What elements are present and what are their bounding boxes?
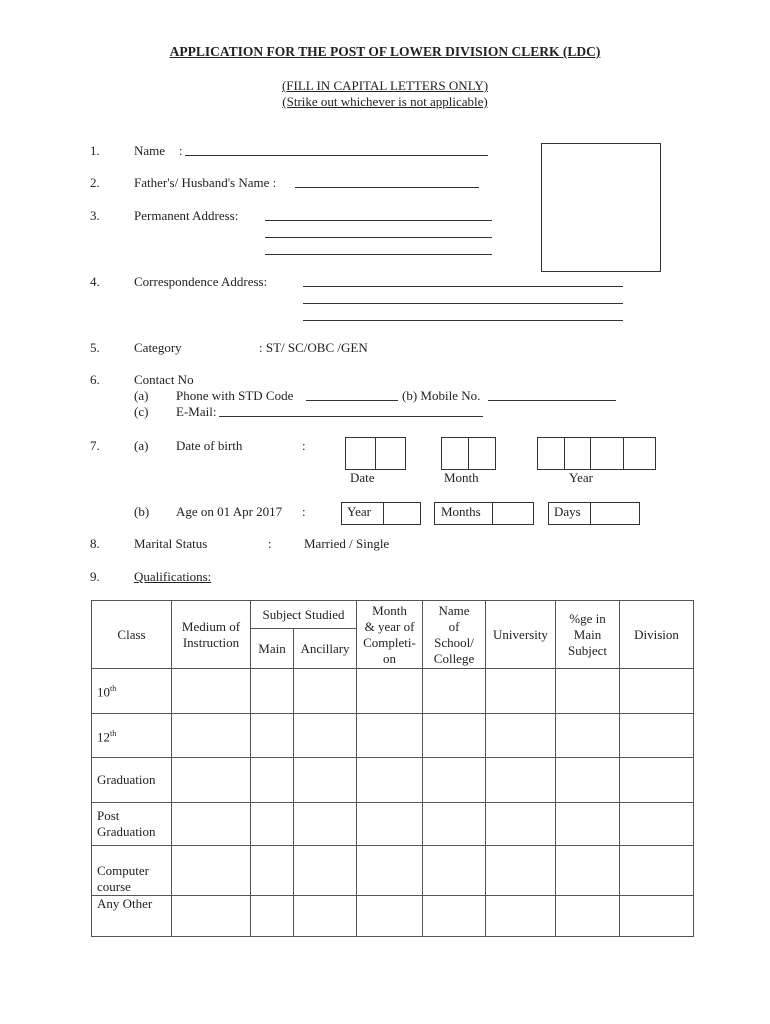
cell[interactable] [357, 846, 423, 896]
header-ancillary: Ancillary [294, 629, 357, 669]
name-colon: : [179, 143, 183, 158]
marital-options[interactable]: Married / Single [304, 536, 390, 551]
cell[interactable] [294, 714, 357, 758]
item-number-5: 5. [90, 340, 100, 355]
dob-colon: : [302, 438, 306, 453]
row-label-computer-course: Computer course [92, 846, 172, 896]
cell[interactable] [620, 846, 694, 896]
dob-year-divider-1 [564, 437, 565, 470]
photo-box[interactable] [541, 143, 661, 272]
header-university: University [486, 601, 556, 669]
cell[interactable] [556, 803, 620, 846]
form-title: APPLICATION FOR THE POST OF LOWER DIVISION CLERK (LDC) [169, 44, 601, 59]
cell[interactable] [423, 758, 486, 803]
item-number-4: 4. [90, 274, 100, 289]
cell[interactable] [357, 714, 423, 758]
item-number-7: 7. [90, 438, 100, 453]
cell[interactable] [620, 896, 694, 937]
cell[interactable] [620, 714, 694, 758]
cell[interactable] [172, 758, 251, 803]
table-row-10th [92, 669, 694, 714]
age-months-caption: Months [441, 504, 481, 519]
dob-date-caption: Date [350, 470, 375, 485]
cell[interactable] [620, 758, 694, 803]
cell[interactable] [423, 896, 486, 937]
cell[interactable] [556, 896, 620, 937]
permanent-address-line-1[interactable] [265, 220, 492, 221]
item-number-3: 3. [90, 208, 100, 223]
table-row-any-other [92, 896, 694, 937]
permanent-address-label: Permanent Address: [134, 208, 239, 223]
cell[interactable] [556, 714, 620, 758]
qualifications-table [91, 600, 694, 937]
dob-month-caption: Month [444, 470, 479, 485]
row-label-12th: 12th [92, 714, 172, 758]
cell[interactable] [556, 758, 620, 803]
phone-marker: (a) [134, 388, 149, 403]
name-input-line[interactable] [185, 155, 488, 156]
dob-year-divider-2 [590, 437, 591, 470]
age-days-divider [590, 502, 591, 525]
cell[interactable] [294, 758, 357, 803]
cell[interactable] [357, 896, 423, 937]
age-year-divider [383, 502, 384, 525]
table-row-computer-course [92, 846, 694, 896]
cell[interactable] [423, 803, 486, 846]
header-school-college: Name of School/ College [423, 601, 486, 669]
capital-letters-instruction: (FILL IN CAPITAL LETTERS ONLY) [281, 78, 489, 93]
cell[interactable] [556, 669, 620, 714]
cell[interactable] [486, 846, 556, 896]
row-label-graduation: Graduation [92, 758, 172, 803]
qualifications-label: Qualifications: [134, 569, 212, 584]
correspondence-address-line-1[interactable] [303, 286, 623, 287]
cell[interactable] [423, 846, 486, 896]
table-row-12th [92, 714, 694, 758]
cell[interactable] [486, 714, 556, 758]
dob-label: Date of birth [176, 438, 243, 453]
father-name-input-line[interactable] [295, 187, 479, 188]
cell[interactable] [294, 846, 357, 896]
cell[interactable] [172, 896, 251, 937]
cell[interactable] [172, 803, 251, 846]
cell[interactable] [172, 846, 251, 896]
cell[interactable] [172, 714, 251, 758]
age-year-caption: Year [347, 504, 371, 519]
header-subject-studied: Subject Studied [251, 601, 357, 629]
cell[interactable] [294, 803, 357, 846]
cell[interactable] [251, 714, 294, 758]
contact-label: Contact No [134, 372, 194, 387]
cell[interactable] [251, 803, 294, 846]
header-class: Class [92, 601, 172, 669]
correspondence-address-label: Correspondence Address: [134, 274, 268, 289]
cell[interactable] [294, 896, 357, 937]
cell[interactable] [357, 758, 423, 803]
age-label: Age on 01 Apr 2017 [176, 504, 283, 519]
correspondence-address-line-3[interactable] [303, 320, 623, 321]
age-days-caption: Days [554, 504, 581, 519]
cell[interactable] [251, 669, 294, 714]
dob-marker: (a) [134, 438, 149, 453]
dob-date-divider [375, 437, 376, 470]
header-percentage: %ge in Main Subject [556, 601, 620, 669]
table-row-graduation [92, 758, 694, 803]
phone-input-line[interactable] [306, 400, 398, 401]
email-label: E-Mail: [176, 404, 217, 419]
dob-month-divider [468, 437, 469, 470]
dob-year-divider-3 [623, 437, 624, 470]
age-colon: : [302, 504, 306, 519]
cell[interactable] [486, 803, 556, 846]
item-number-9: 9. [90, 569, 100, 584]
email-marker: (c) [134, 404, 149, 419]
age-months-divider [492, 502, 493, 525]
row-label-10th: 10th [92, 669, 172, 714]
cell[interactable] [423, 714, 486, 758]
item-number-2: 2. [90, 175, 100, 190]
cell[interactable] [620, 803, 694, 846]
phone-std-label: Phone with STD Code [176, 388, 294, 403]
cell[interactable] [556, 846, 620, 896]
item-number-8: 8. [90, 536, 100, 551]
cell[interactable] [486, 758, 556, 803]
header-main: Main [251, 629, 294, 669]
row-label-any-other: Any Other [92, 896, 172, 937]
cell[interactable] [357, 803, 423, 846]
category-options[interactable]: : ST/ SC/OBC /GEN [259, 340, 368, 355]
row-label-post-graduation: Post Graduation [92, 803, 172, 846]
strike-out-instruction: (Strike out whichever is not applicable) [282, 94, 488, 109]
header-medium: Medium of Instruction [172, 601, 251, 669]
email-input-line[interactable] [219, 416, 483, 417]
name-label: Name [134, 143, 166, 158]
cell[interactable] [486, 896, 556, 937]
marital-colon: : [268, 536, 272, 551]
header-division: Division [620, 601, 694, 669]
cell[interactable] [357, 669, 423, 714]
cell[interactable] [251, 758, 294, 803]
permanent-address-line-2[interactable] [265, 237, 492, 238]
mobile-label: (b) Mobile No. [402, 388, 481, 403]
table-row-post-graduation [92, 803, 694, 846]
cell[interactable] [294, 669, 357, 714]
mobile-input-line[interactable] [488, 400, 616, 401]
cell[interactable] [423, 669, 486, 714]
cell[interactable] [172, 669, 251, 714]
header-month-year: Month & year of Completi- on [357, 601, 423, 669]
dob-year-box[interactable] [537, 437, 656, 470]
cell[interactable] [251, 896, 294, 937]
correspondence-address-line-2[interactable] [303, 303, 623, 304]
permanent-address-line-3[interactable] [265, 254, 492, 255]
cell[interactable] [486, 669, 556, 714]
cell[interactable] [251, 846, 294, 896]
cell[interactable] [620, 669, 694, 714]
father-husband-name-label: Father's/ Husband's Name : [134, 175, 277, 190]
age-marker: (b) [134, 504, 150, 519]
dob-year-caption: Year [569, 470, 593, 485]
item-number-1: 1. [90, 143, 100, 158]
item-number-6: 6. [90, 372, 100, 387]
marital-status-label: Marital Status [134, 536, 208, 551]
category-label: Category [134, 340, 182, 355]
